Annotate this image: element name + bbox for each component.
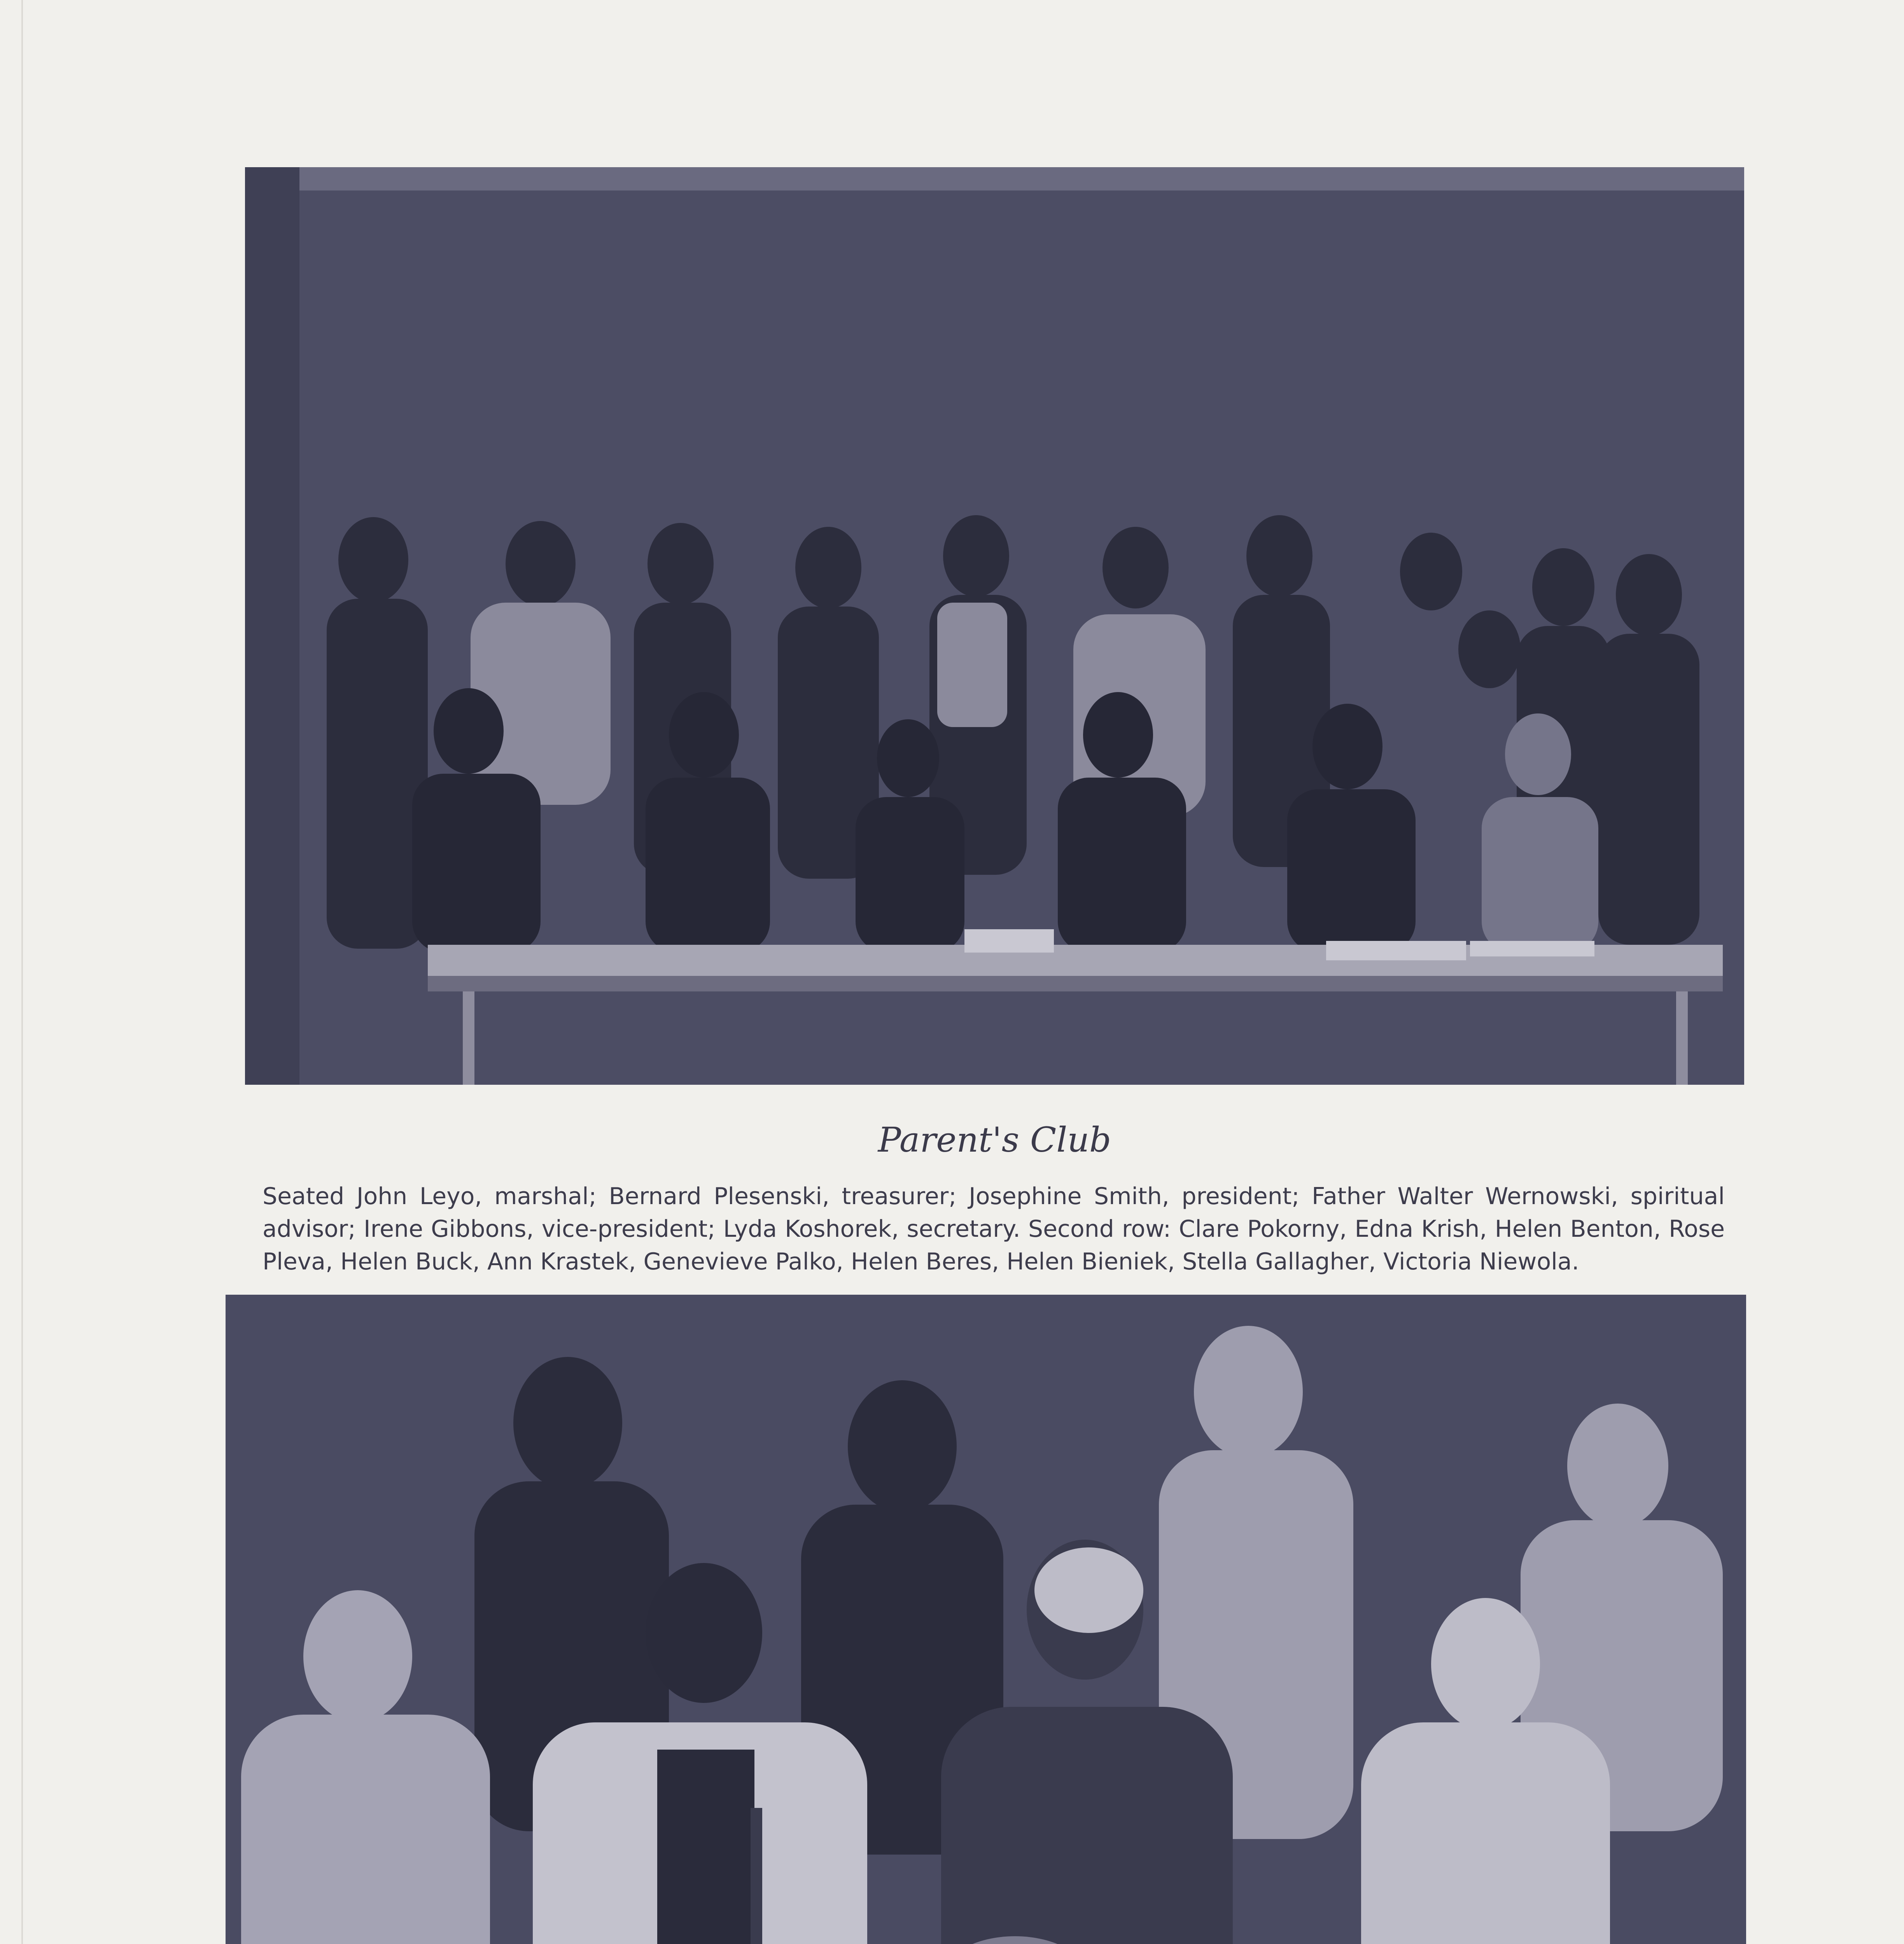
page-edge <box>21 0 23 1944</box>
parents-club-photo <box>245 167 1744 1085</box>
ave-maria-society-photo <box>226 1295 1746 1944</box>
ave-maria-society-photo-graphic <box>226 1295 1746 1944</box>
parents-club-photo-graphic <box>245 167 1744 1085</box>
parents-club-title: Parent's Club <box>878 1120 1111 1160</box>
parents-club-caption: Seated John Leyo, marshal; Bernard Plesenski, treasurer; Josephine Smith, president; Father Walter Wernowski, spiritual advisor; Irene Gibbons, vice-president; Lyda Koshorek, secretary. Second row: Clare Pokorny, Edna Krish, Helen Benton, Rose Pleva, Helen Buck, Ann Krastek, Genevieve Palko, Helen Beres, Helen Bieniek, Stella Gallagher, Victoria Niewola. <box>262 1183 1725 1275</box>
